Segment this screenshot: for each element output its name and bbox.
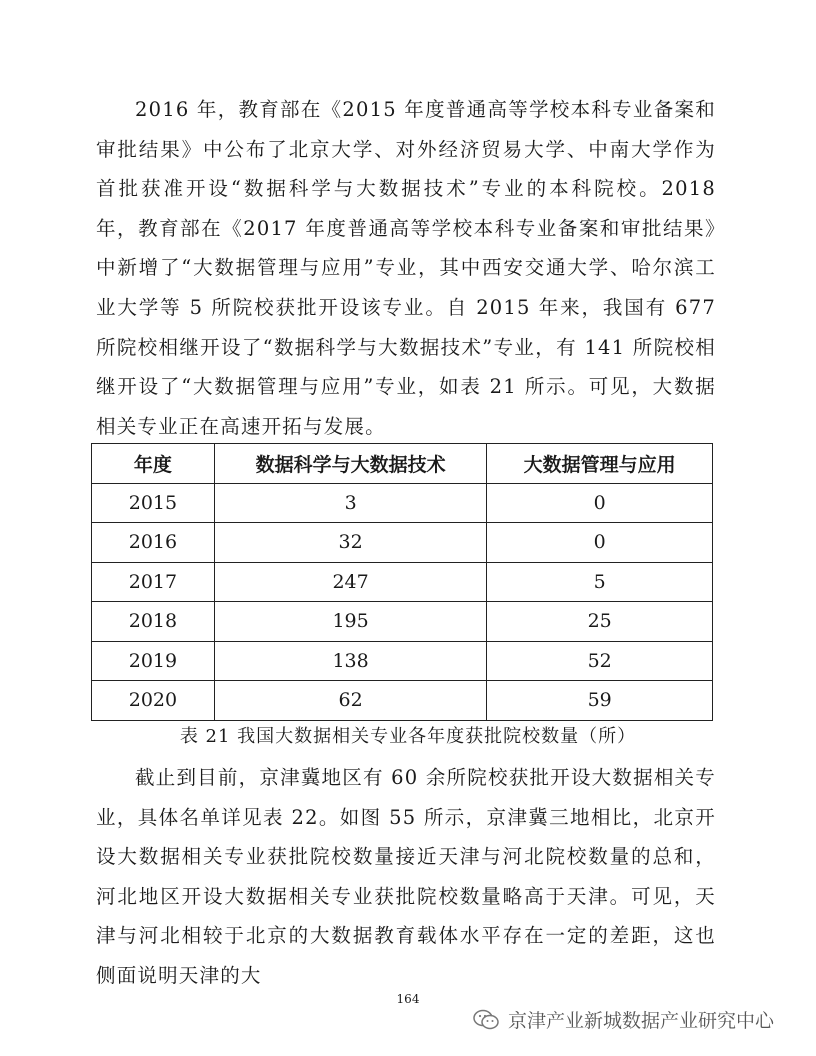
data-science-count-cell: 62 xyxy=(214,681,487,721)
table-row xyxy=(92,483,713,523)
year-cell: 2019 xyxy=(92,641,215,681)
table-row xyxy=(92,641,713,681)
big-data-management-count-cell: 0 xyxy=(487,483,713,523)
data-science-count-cell: 138 xyxy=(214,641,487,681)
big-data-management-count-cell: 59 xyxy=(487,681,713,721)
watermark xyxy=(472,1006,774,1033)
big-data-management-count-cell: 25 xyxy=(487,602,713,642)
big-data-management-count-cell: 5 xyxy=(487,562,713,602)
year-cell: 2015 xyxy=(92,483,215,523)
data-table xyxy=(91,443,713,721)
data-science-count-cell: 195 xyxy=(214,602,487,642)
table-row xyxy=(92,562,713,602)
year-cell: 2018 xyxy=(92,602,215,642)
column-header-data-science: 数据科学与大数据技术 xyxy=(214,444,487,484)
table-header-row xyxy=(92,444,713,484)
column-header-year: 年度 xyxy=(92,444,215,484)
table-row xyxy=(92,681,713,721)
watermark-text: 京津产业新城数据产业研究中心 xyxy=(508,1010,775,1032)
year-cell: 2017 xyxy=(92,562,215,602)
table-row xyxy=(92,602,713,642)
paragraph-intro: 2016 年，教育部在《2015 年度普通高等学校本科专业备案和审批结果》中公布了北京大学、对外经济贸易大学、中南大学作为首批获准开设“数据科学与大数据技术”专业的本科院校。2018 年，教育部在《2017 年度普通高等学校本科专业备案和审批结果》中新增了“大数据管理与应用”专业，其中西安交通大学、哈尔滨工业大学等 5 所院校获批开设该专业。自 2015 年来，我国有 677 所院校相继开设了“数据科学与大数据技术”专业，有 141 所院校相继开设了“大数据管理与应用”专业，如表 21 所示。可见，大数据相关专业正在高速开拓与发展。 xyxy=(96,98,716,438)
table-caption: 表 21 我国大数据相关专业各年度获批院校数量（所） xyxy=(179,726,637,747)
paragraph-jingjinji: 截止到目前，京津冀地区有 60 余所院校获批开设大数据相关专业，具体名单详见表 22。如图 55 所示，京津冀三地相比，北京开设大数据相关专业获批院校数量接近天津与河北院校数量的总和，河北地区开设大数据相关专业获批院校数量略高于天津。可见，天津与河北相较于北京的大数据教育载体水平存在一定的差距，这也侧面说明天津的大 xyxy=(96,766,716,987)
wechat-icon xyxy=(472,1008,500,1032)
data-science-count-cell: 247 xyxy=(214,562,487,602)
data-science-count-cell: 3 xyxy=(214,483,487,523)
big-data-management-count-cell: 52 xyxy=(487,641,713,681)
year-cell: 2016 xyxy=(92,523,215,563)
data-science-count-cell: 32 xyxy=(214,523,487,563)
column-header-big-data-management: 大数据管理与应用 xyxy=(487,444,713,484)
year-cell: 2020 xyxy=(92,681,215,721)
big-data-management-count-cell: 0 xyxy=(487,523,713,563)
page-number: 164 xyxy=(396,992,420,1006)
table-row xyxy=(92,523,713,563)
